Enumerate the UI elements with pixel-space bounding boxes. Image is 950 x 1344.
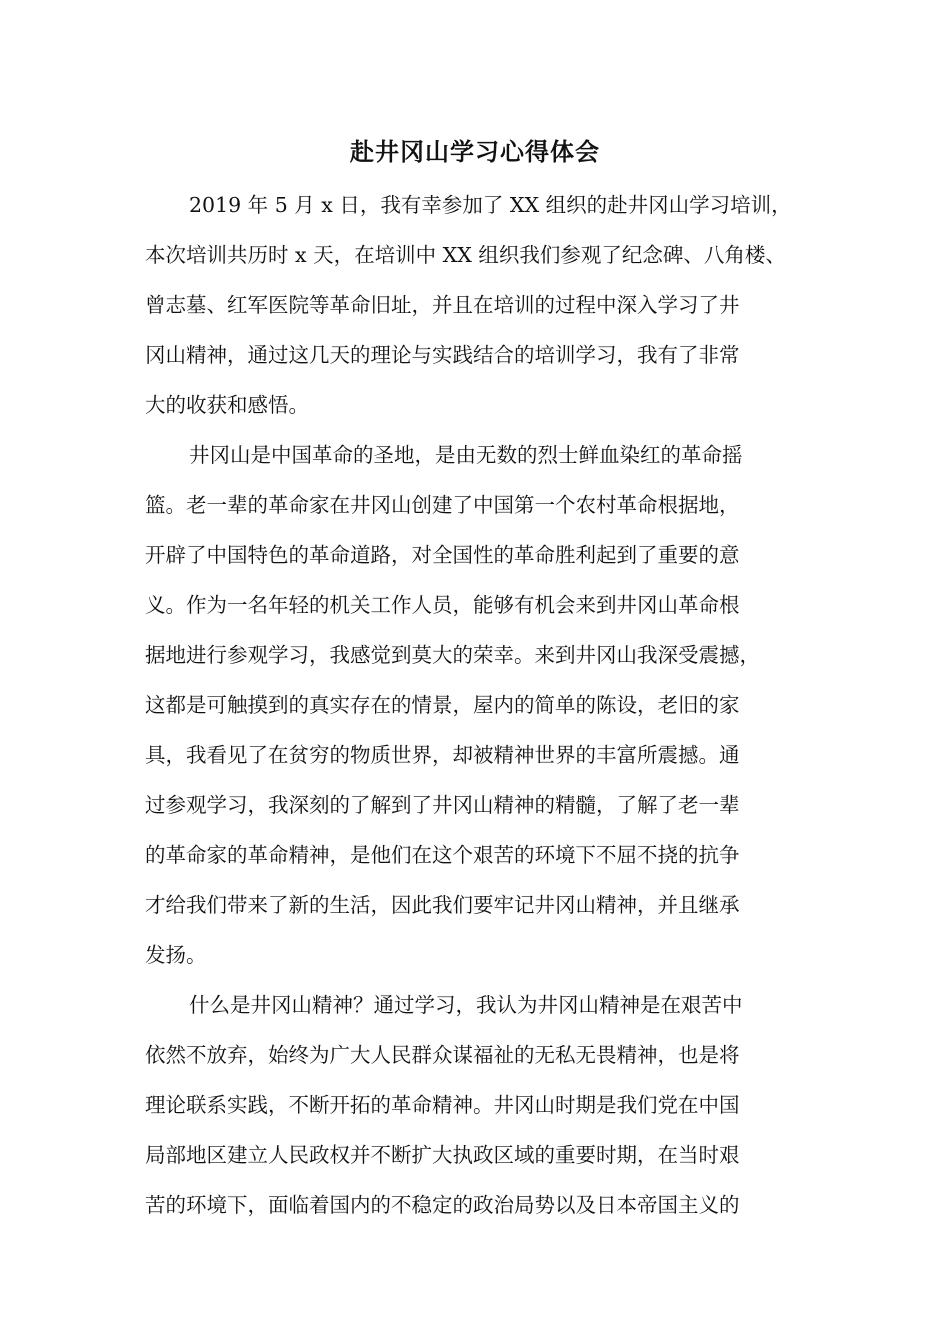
paragraph-2-line-1: 井冈山是中国革命的圣地，是由无数的烈士鲜血染红的革命摇 (189, 443, 743, 467)
paragraph-2-line-4: 义。作为一名年轻的机关工作人员，能够有机会来到井冈山革命根 (145, 593, 740, 617)
paragraph-3-line-3: 理论联系实践，不断开拓的革命精神。井冈山时期是我们党在中国 (145, 1093, 740, 1117)
paragraph-2-line-9: 的革命家的革命精神，是他们在这个艰苦的环境下不屈不挠的抗争 (145, 843, 740, 867)
paragraph-1-line-1: 2019 年 5 月 x 日，我有幸参加了 XX 组织的赴井冈山学习培训， (189, 193, 792, 217)
paragraph-2-line-3: 开辟了中国特色的革命道路，对全国性的革命胜利起到了重要的意 (145, 543, 740, 567)
paragraph-2-line-10: 才给我们带来了新的生活，因此我们要牢记井冈山精神，并且继承 (145, 893, 740, 917)
paragraph-1-line-2: 本次培训共历时 x 天，在培训中 XX 组织我们参观了纪念碑、八角楼、 (145, 243, 786, 267)
paragraph-3-line-4: 局部地区建立人民政权并不断扩大执政区域的重要时期，在当时艰 (145, 1143, 740, 1167)
paragraph-2-line-11: 发扬。 (145, 943, 207, 967)
paragraph-3-line-2: 依然不放弃，始终为广大人民群众谋福祉的无私无畏精神，也是将 (145, 1043, 740, 1067)
paragraph-3-line-1: 什么是井冈山精神？通过学习，我认为井冈山精神是在艰苦中 (189, 993, 743, 1017)
document-title: 赴井冈山学习心得体会 (350, 137, 600, 166)
paragraph-1-line-4: 冈山精神，通过这几天的理论与实践结合的培训学习，我有了非常 (145, 343, 740, 367)
paragraph-2-line-2: 篮。老一辈的革命家在井冈山创建了中国第一个农村革命根据地， (145, 493, 740, 517)
paragraph-2-line-5: 据地进行参观学习，我感觉到莫大的荣幸。来到井冈山我深受震撼， (145, 643, 760, 667)
paragraph-2-line-7: 具，我看见了在贫穷的物质世界，却被精神世界的丰富所震撼。通 (145, 743, 740, 767)
document-body (145, 180, 825, 1230)
paragraph-3-line-5: 苦的环境下，面临着国内的不稳定的政治局势以及日本帝国主义的 (145, 1193, 740, 1217)
paragraph-2-line-6: 这都是可触摸到的真实存在的情景，屋内的简单的陈设，老旧的家 (145, 693, 740, 717)
paragraph-2-line-8: 过参观学习，我深刻的了解到了井冈山精神的精髓，了解了老一辈 (145, 793, 740, 817)
paragraph-1-line-5: 大的收获和感悟。 (145, 393, 309, 417)
paragraph-1-line-3: 曾志墓、红军医院等革命旧址，并且在培训的过程中深入学习了井 (145, 293, 740, 317)
